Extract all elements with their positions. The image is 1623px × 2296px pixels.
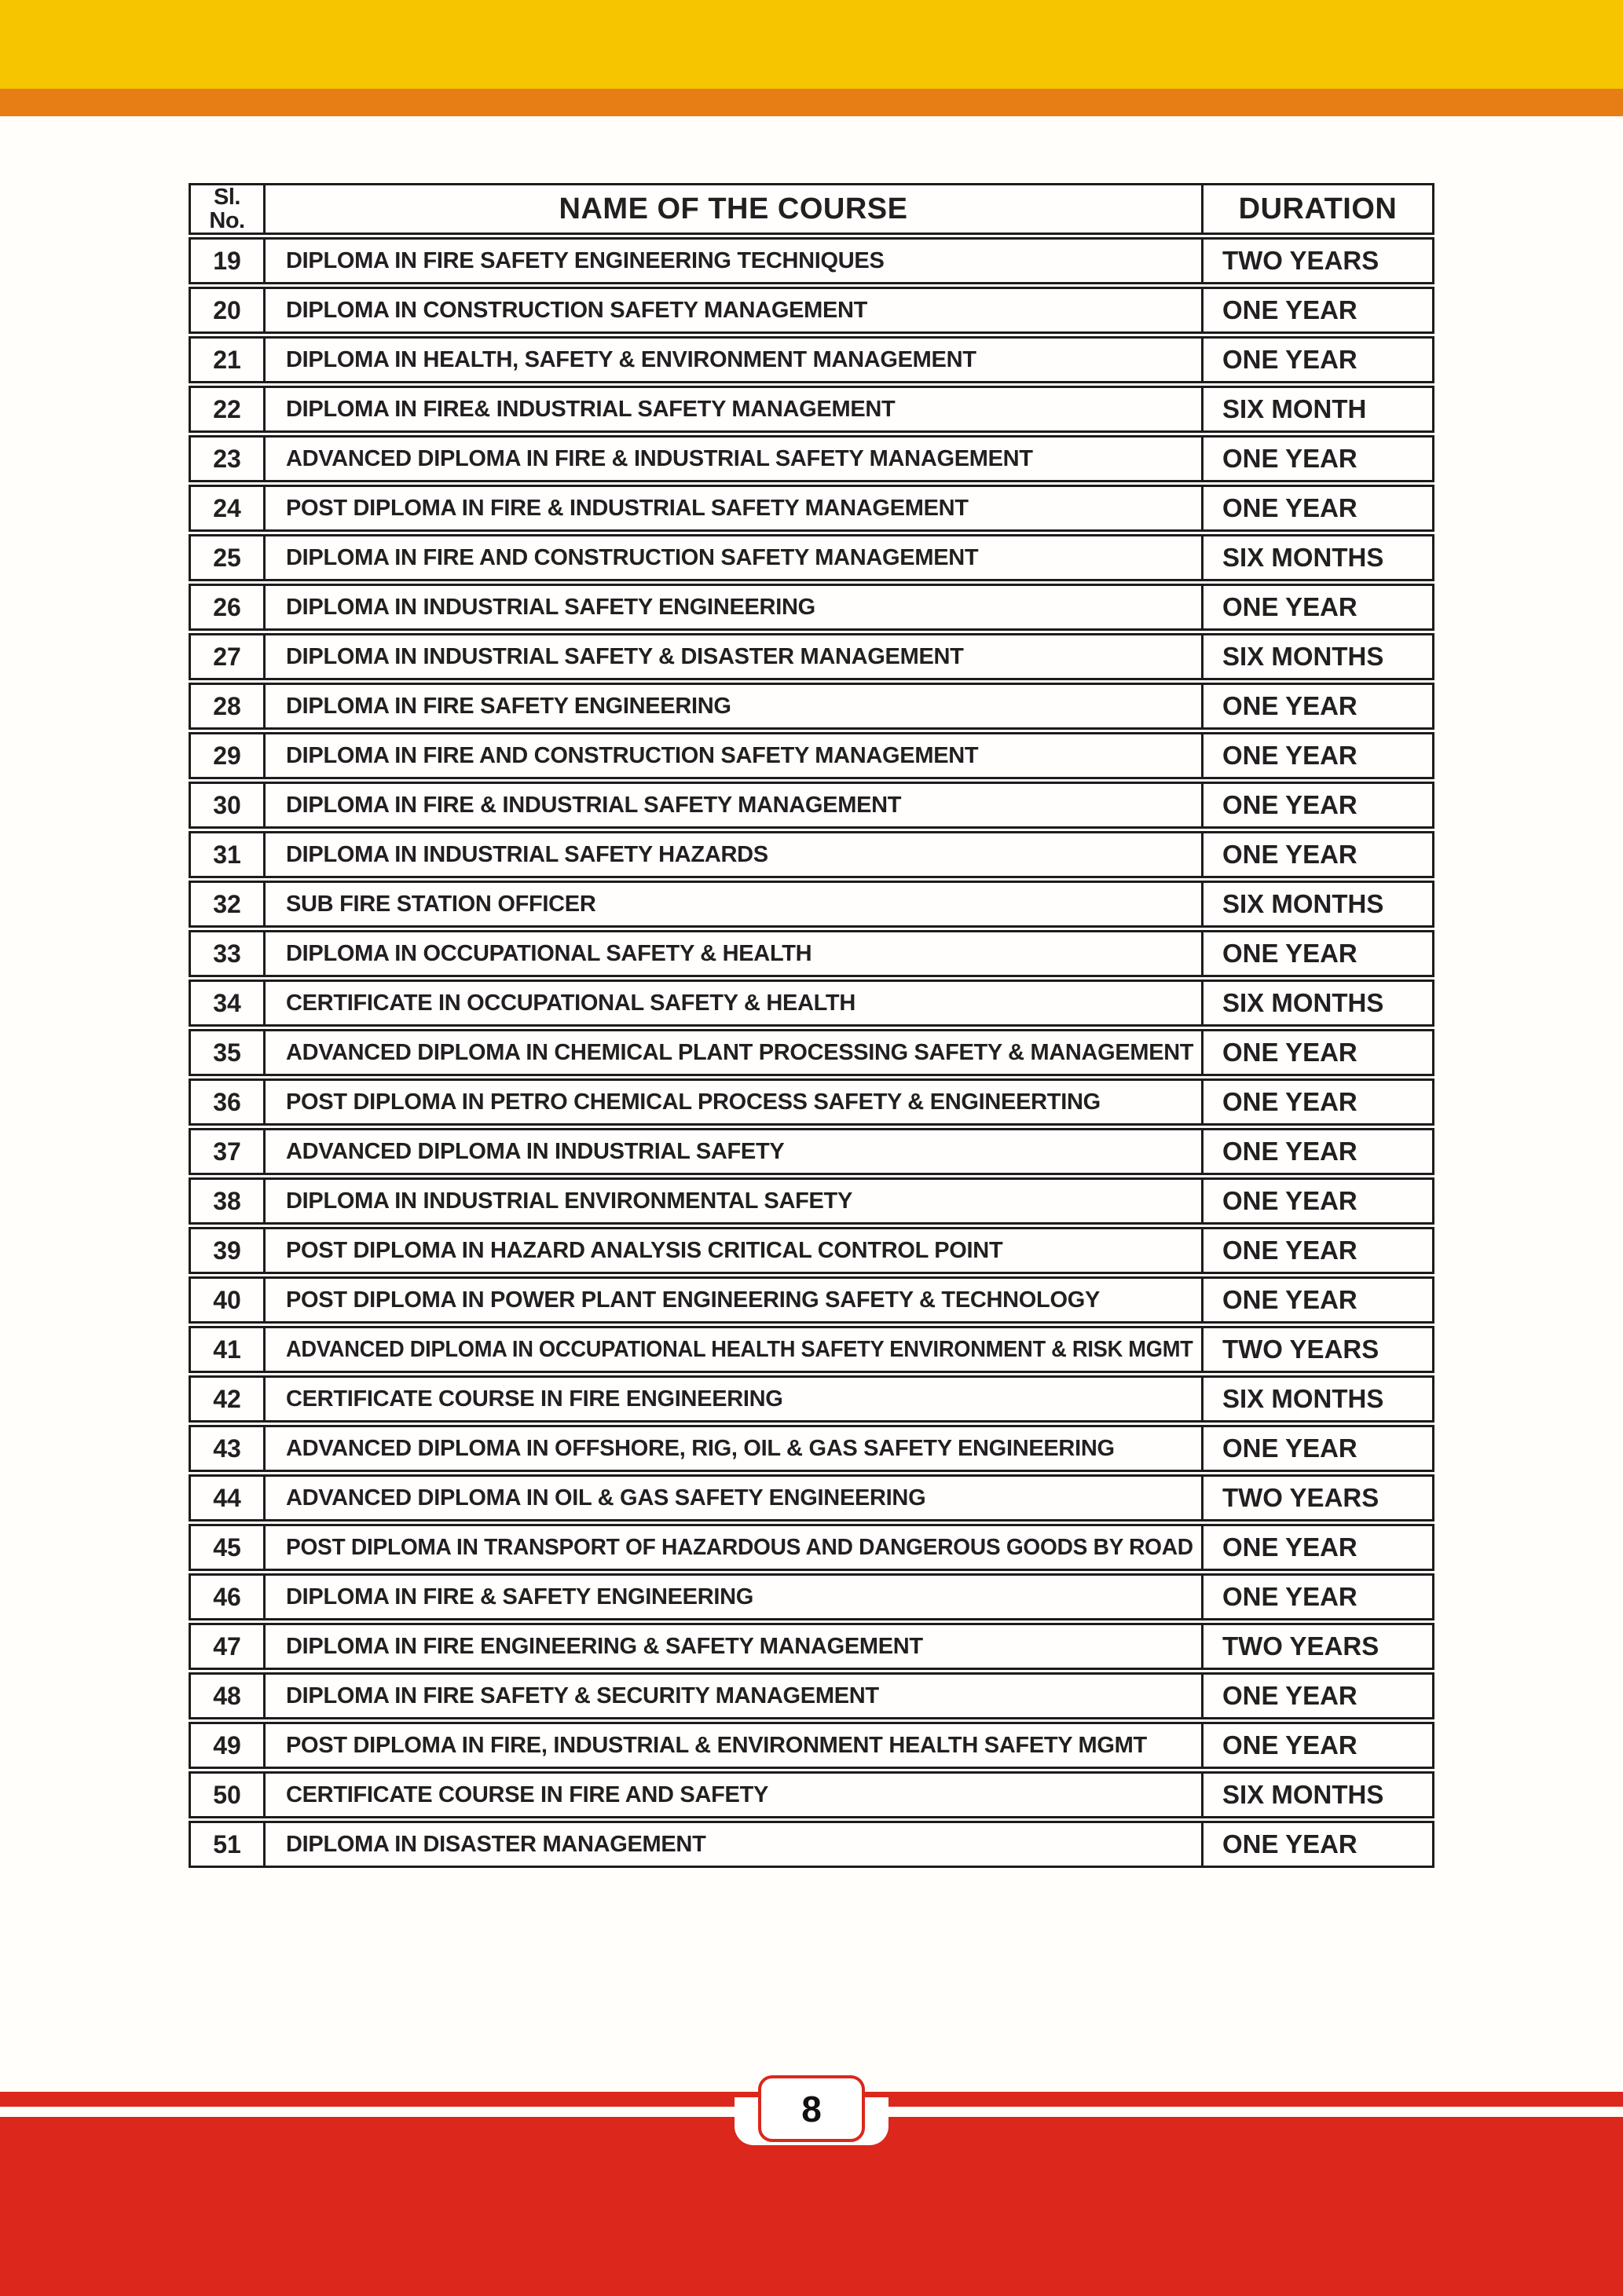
- cell-course-name: [266, 930, 1204, 977]
- table-row: [189, 1425, 1434, 1472]
- cell-serial-number: 49: [189, 1722, 266, 1769]
- cell-course-name: [266, 732, 1204, 779]
- column-header-slno: [189, 183, 266, 235]
- cell-course-name: [266, 1375, 1204, 1423]
- cell-course-name: [266, 1524, 1204, 1571]
- table-row: [189, 1177, 1434, 1225]
- column-header-slno-line1: Sl.: [214, 185, 240, 210]
- cell-serial-number: 29: [189, 732, 266, 779]
- table-row: [189, 732, 1434, 779]
- duration-text: ONE YEAR: [1222, 1582, 1357, 1611]
- cell-serial-number: 46: [189, 1573, 266, 1620]
- cell-course-name: [266, 485, 1204, 532]
- cell-duration: [1204, 831, 1434, 878]
- course-name-text: CERTIFICATE COURSE IN FIRE ENGINEERING: [286, 1386, 783, 1412]
- duration-text: ONE YEAR: [1222, 1038, 1357, 1067]
- column-header-slno-line2: No.: [209, 208, 245, 233]
- courses-table: [189, 181, 1434, 1870]
- course-name-text: ADVANCED DIPLOMA IN OFFSHORE, RIG, OIL & GAS SAFETY ENGINEERING: [286, 1435, 1115, 1461]
- course-name-text: DIPLOMA IN INDUSTRIAL SAFETY HAZARDS: [286, 841, 768, 867]
- duration-text: ONE YEAR: [1222, 1681, 1357, 1710]
- cell-serial-number: 50: [189, 1771, 266, 1818]
- cell-course-name: [266, 1276, 1204, 1324]
- cell-serial-number: 30: [189, 782, 266, 829]
- table-row: [189, 980, 1434, 1027]
- table-row: [189, 1474, 1434, 1522]
- duration-text: TWO YEARS: [1222, 246, 1379, 275]
- cell-course-name: [266, 831, 1204, 878]
- duration-text: SIX MONTHS: [1222, 988, 1384, 1017]
- cell-serial-number: 31: [189, 831, 266, 878]
- cell-serial-number: 43: [189, 1425, 266, 1472]
- cell-duration: [1204, 1227, 1434, 1274]
- cell-course-name: [266, 386, 1204, 433]
- cell-serial-number: 34: [189, 980, 266, 1027]
- duration-text: ONE YEAR: [1222, 840, 1357, 869]
- table-row: [189, 1375, 1434, 1423]
- duration-text: ONE YEAR: [1222, 1236, 1357, 1265]
- duration-text: TWO YEARS: [1222, 1335, 1379, 1364]
- cell-serial-number: 41: [189, 1326, 266, 1373]
- cell-course-name: [266, 534, 1204, 581]
- cell-duration: [1204, 386, 1434, 433]
- cell-duration: [1204, 485, 1434, 532]
- duration-text: ONE YEAR: [1222, 444, 1357, 473]
- cell-course-name: [266, 435, 1204, 482]
- cell-duration: [1204, 1623, 1434, 1670]
- course-name-text: POST DIPLOMA IN FIRE & INDUSTRIAL SAFETY MANAGEMENT: [286, 495, 969, 521]
- cell-duration: [1204, 1276, 1434, 1324]
- cell-duration: [1204, 1672, 1434, 1719]
- cell-duration: [1204, 1573, 1434, 1620]
- table-row: [189, 1722, 1434, 1769]
- header-band-yellow: [0, 0, 1623, 89]
- cell-course-name: [266, 980, 1204, 1027]
- table-row: [189, 1326, 1434, 1373]
- duration-text: ONE YEAR: [1222, 1285, 1357, 1314]
- cell-duration: [1204, 782, 1434, 829]
- table-row: [189, 1821, 1434, 1868]
- duration-text: ONE YEAR: [1222, 691, 1357, 720]
- table-row: [189, 782, 1434, 829]
- table-row: [189, 930, 1434, 977]
- cell-duration: [1204, 1821, 1434, 1868]
- duration-text: ONE YEAR: [1222, 1087, 1357, 1116]
- cell-course-name: [266, 1227, 1204, 1274]
- course-name-text: DIPLOMA IN DISASTER MANAGEMENT: [286, 1831, 706, 1857]
- course-name-text: DIPLOMA IN INDUSTRIAL SAFETY ENGINEERING: [286, 594, 815, 620]
- cell-duration: [1204, 732, 1434, 779]
- cell-course-name: [266, 683, 1204, 730]
- column-header-course-name: NAME OF THE COURSE: [266, 183, 1204, 235]
- duration-text: ONE YEAR: [1222, 345, 1357, 374]
- cell-serial-number: 21: [189, 336, 266, 383]
- cell-course-name: [266, 1672, 1204, 1719]
- cell-course-name: [266, 1425, 1204, 1472]
- table-row: [189, 831, 1434, 878]
- duration-text: ONE YEAR: [1222, 1137, 1357, 1166]
- cell-duration: [1204, 435, 1434, 482]
- course-name-text: DIPLOMA IN HEALTH, SAFETY & ENVIRONMENT MANAGEMENT: [286, 346, 976, 372]
- column-header-duration: DURATION: [1204, 183, 1434, 235]
- cell-serial-number: 20: [189, 287, 266, 334]
- duration-text: TWO YEARS: [1222, 1631, 1379, 1661]
- duration-text: ONE YEAR: [1222, 592, 1357, 621]
- cell-duration: [1204, 1177, 1434, 1225]
- course-name-text: ADVANCED DIPLOMA IN FIRE & INDUSTRIAL SAFETY MANAGEMENT: [286, 445, 1033, 471]
- cell-duration: [1204, 237, 1434, 284]
- header-band-orange: [0, 89, 1623, 116]
- cell-serial-number: 47: [189, 1623, 266, 1670]
- cell-course-name: [266, 1573, 1204, 1620]
- course-name-text: DIPLOMA IN OCCUPATIONAL SAFETY & HEALTH: [286, 940, 812, 966]
- cell-serial-number: 33: [189, 930, 266, 977]
- cell-serial-number: 26: [189, 584, 266, 631]
- course-name-text: CERTIFICATE IN OCCUPATIONAL SAFETY & HEALTH: [286, 990, 855, 1016]
- cell-duration: [1204, 633, 1434, 680]
- cell-duration: [1204, 1029, 1434, 1076]
- table-row: [189, 237, 1434, 284]
- course-name-text: DIPLOMA IN CONSTRUCTION SAFETY MANAGEMENT: [286, 297, 868, 323]
- duration-text: ONE YEAR: [1222, 1730, 1357, 1760]
- cell-duration: [1204, 584, 1434, 631]
- duration-text: SIX MONTH: [1222, 394, 1367, 423]
- cell-serial-number: 19: [189, 237, 266, 284]
- course-name-text: DIPLOMA IN FIRE AND CONSTRUCTION SAFETY MANAGEMENT: [286, 742, 979, 768]
- course-name-text: ADVANCED DIPLOMA IN OCCUPATIONAL HEALTH SAFETY ENVIRONMENT & RISK MGMT: [286, 1336, 1193, 1362]
- cell-serial-number: 27: [189, 633, 266, 680]
- table-row: [189, 1227, 1434, 1274]
- cell-course-name: [266, 1128, 1204, 1175]
- table-row: [189, 1771, 1434, 1818]
- cell-course-name: [266, 237, 1204, 284]
- cell-serial-number: 39: [189, 1227, 266, 1274]
- cell-duration: [1204, 1474, 1434, 1522]
- table-row: [189, 1573, 1434, 1620]
- duration-text: ONE YEAR: [1222, 1434, 1357, 1463]
- cell-serial-number: 35: [189, 1029, 266, 1076]
- table-row: [189, 336, 1434, 383]
- cell-duration: [1204, 1425, 1434, 1472]
- cell-duration: [1204, 980, 1434, 1027]
- cell-course-name: [266, 1078, 1204, 1126]
- course-name-text: DIPLOMA IN FIRE & SAFETY ENGINEERING: [286, 1584, 754, 1609]
- cell-course-name: [266, 881, 1204, 928]
- cell-serial-number: 23: [189, 435, 266, 482]
- course-name-text: DIPLOMA IN FIRE AND CONSTRUCTION SAFETY MANAGEMENT: [286, 544, 979, 570]
- course-name-text: DIPLOMA IN FIRE & INDUSTRIAL SAFETY MANAGEMENT: [286, 792, 902, 818]
- cell-duration: [1204, 930, 1434, 977]
- table-row: [189, 633, 1434, 680]
- course-name-text: POST DIPLOMA IN HAZARD ANALYSIS CRITICAL CONTROL POINT: [286, 1237, 1003, 1263]
- course-name-text: DIPLOMA IN FIRE& INDUSTRIAL SAFETY MANAGEMENT: [286, 396, 896, 422]
- course-name-text: DIPLOMA IN FIRE SAFETY & SECURITY MANAGEMENT: [286, 1683, 879, 1708]
- cell-duration: [1204, 1128, 1434, 1175]
- cell-serial-number: 36: [189, 1078, 266, 1126]
- cell-duration: [1204, 287, 1434, 334]
- table-row: [189, 534, 1434, 581]
- cell-course-name: [266, 633, 1204, 680]
- duration-text: ONE YEAR: [1222, 295, 1357, 324]
- table-row: [189, 683, 1434, 730]
- cell-duration: [1204, 881, 1434, 928]
- cell-serial-number: 28: [189, 683, 266, 730]
- duration-text: SIX MONTHS: [1222, 642, 1384, 671]
- cell-course-name: [266, 1821, 1204, 1868]
- course-name-text: DIPLOMA IN FIRE ENGINEERING & SAFETY MANAGEMENT: [286, 1633, 923, 1659]
- duration-text: SIX MONTHS: [1222, 1384, 1384, 1413]
- course-name-text: ADVANCED DIPLOMA IN CHEMICAL PLANT PROCESSING SAFETY & MANAGEMENT: [286, 1039, 1194, 1065]
- cell-duration: [1204, 1722, 1434, 1769]
- duration-text: ONE YEAR: [1222, 939, 1357, 968]
- table-row: [189, 287, 1434, 334]
- course-name-text: POST DIPLOMA IN POWER PLANT ENGINEERING SAFETY & TECHNOLOGY: [286, 1287, 1101, 1313]
- duration-text: SIX MONTHS: [1222, 1780, 1384, 1809]
- cell-serial-number: 40: [189, 1276, 266, 1324]
- table-header-row: [189, 183, 1434, 235]
- course-name-text: DIPLOMA IN FIRE SAFETY ENGINEERING TECHNIQUES: [286, 247, 885, 273]
- cell-serial-number: 24: [189, 485, 266, 532]
- course-name-text: ADVANCED DIPLOMA IN INDUSTRIAL SAFETY: [286, 1138, 785, 1164]
- course-name-text: SUB FIRE STATION OFFICER: [286, 891, 596, 917]
- table-row: [189, 1524, 1434, 1571]
- cell-course-name: [266, 287, 1204, 334]
- table-row: [189, 1029, 1434, 1076]
- duration-text: ONE YEAR: [1222, 1829, 1357, 1858]
- course-name-text: DIPLOMA IN FIRE SAFETY ENGINEERING: [286, 693, 731, 719]
- cell-course-name: [266, 1722, 1204, 1769]
- duration-text: ONE YEAR: [1222, 1532, 1357, 1562]
- cell-course-name: [266, 1623, 1204, 1670]
- cell-serial-number: 32: [189, 881, 266, 928]
- table-row: [189, 1078, 1434, 1126]
- duration-text: ONE YEAR: [1222, 790, 1357, 819]
- cell-course-name: [266, 584, 1204, 631]
- table-row: [189, 386, 1434, 433]
- table-row: [189, 1276, 1434, 1324]
- table-row: [189, 435, 1434, 482]
- cell-course-name: [266, 1326, 1204, 1373]
- page-number-badge: [758, 2075, 865, 2142]
- course-name-text: POST DIPLOMA IN FIRE, INDUSTRIAL & ENVIRONMENT HEALTH SAFETY MGMT: [286, 1732, 1147, 1758]
- cell-course-name: [266, 1474, 1204, 1522]
- course-name-text: POST DIPLOMA IN PETRO CHEMICAL PROCESS SAFETY & ENGINEERTING: [286, 1089, 1101, 1115]
- duration-text: ONE YEAR: [1222, 1186, 1357, 1215]
- cell-course-name: [266, 336, 1204, 383]
- cell-course-name: [266, 782, 1204, 829]
- cell-serial-number: 51: [189, 1821, 266, 1868]
- duration-text: ONE YEAR: [1222, 493, 1357, 522]
- course-name-text: ADVANCED DIPLOMA IN OIL & GAS SAFETY ENGINEERING: [286, 1485, 926, 1511]
- duration-text: ONE YEAR: [1222, 741, 1357, 770]
- course-name-text: DIPLOMA IN INDUSTRIAL SAFETY & DISASTER MANAGEMENT: [286, 643, 964, 669]
- cell-duration: [1204, 1326, 1434, 1373]
- cell-serial-number: 37: [189, 1128, 266, 1175]
- cell-serial-number: 44: [189, 1474, 266, 1522]
- table-row: [189, 1623, 1434, 1670]
- cell-course-name: [266, 1177, 1204, 1225]
- course-name-text: CERTIFICATE COURSE IN FIRE AND SAFETY: [286, 1782, 769, 1807]
- cell-serial-number: 25: [189, 534, 266, 581]
- table-row: [189, 584, 1434, 631]
- cell-duration: [1204, 1375, 1434, 1423]
- cell-serial-number: 48: [189, 1672, 266, 1719]
- cell-serial-number: 42: [189, 1375, 266, 1423]
- duration-text: TWO YEARS: [1222, 1483, 1379, 1512]
- cell-duration: [1204, 534, 1434, 581]
- cell-course-name: [266, 1771, 1204, 1818]
- cell-duration: [1204, 1771, 1434, 1818]
- cell-duration: [1204, 683, 1434, 730]
- table-row: [189, 485, 1434, 532]
- table-row: [189, 881, 1434, 928]
- cell-duration: [1204, 1524, 1434, 1571]
- table-row: [189, 1672, 1434, 1719]
- cell-duration: [1204, 1078, 1434, 1126]
- cell-duration: [1204, 336, 1434, 383]
- cell-serial-number: 38: [189, 1177, 266, 1225]
- duration-text: SIX MONTHS: [1222, 889, 1384, 918]
- course-name-text: DIPLOMA IN INDUSTRIAL ENVIRONMENTAL SAFETY: [286, 1188, 853, 1214]
- duration-text: SIX MONTHS: [1222, 543, 1384, 572]
- course-name-text: POST DIPLOMA IN TRANSPORT OF HAZARDOUS AND DANGEROUS GOODS BY ROAD: [286, 1534, 1193, 1560]
- page-number: 8: [801, 2088, 822, 2129]
- cell-serial-number: 22: [189, 386, 266, 433]
- table-row: [189, 1128, 1434, 1175]
- cell-course-name: [266, 1029, 1204, 1076]
- cell-serial-number: 45: [189, 1524, 266, 1571]
- courses-table-container: [189, 181, 1434, 1870]
